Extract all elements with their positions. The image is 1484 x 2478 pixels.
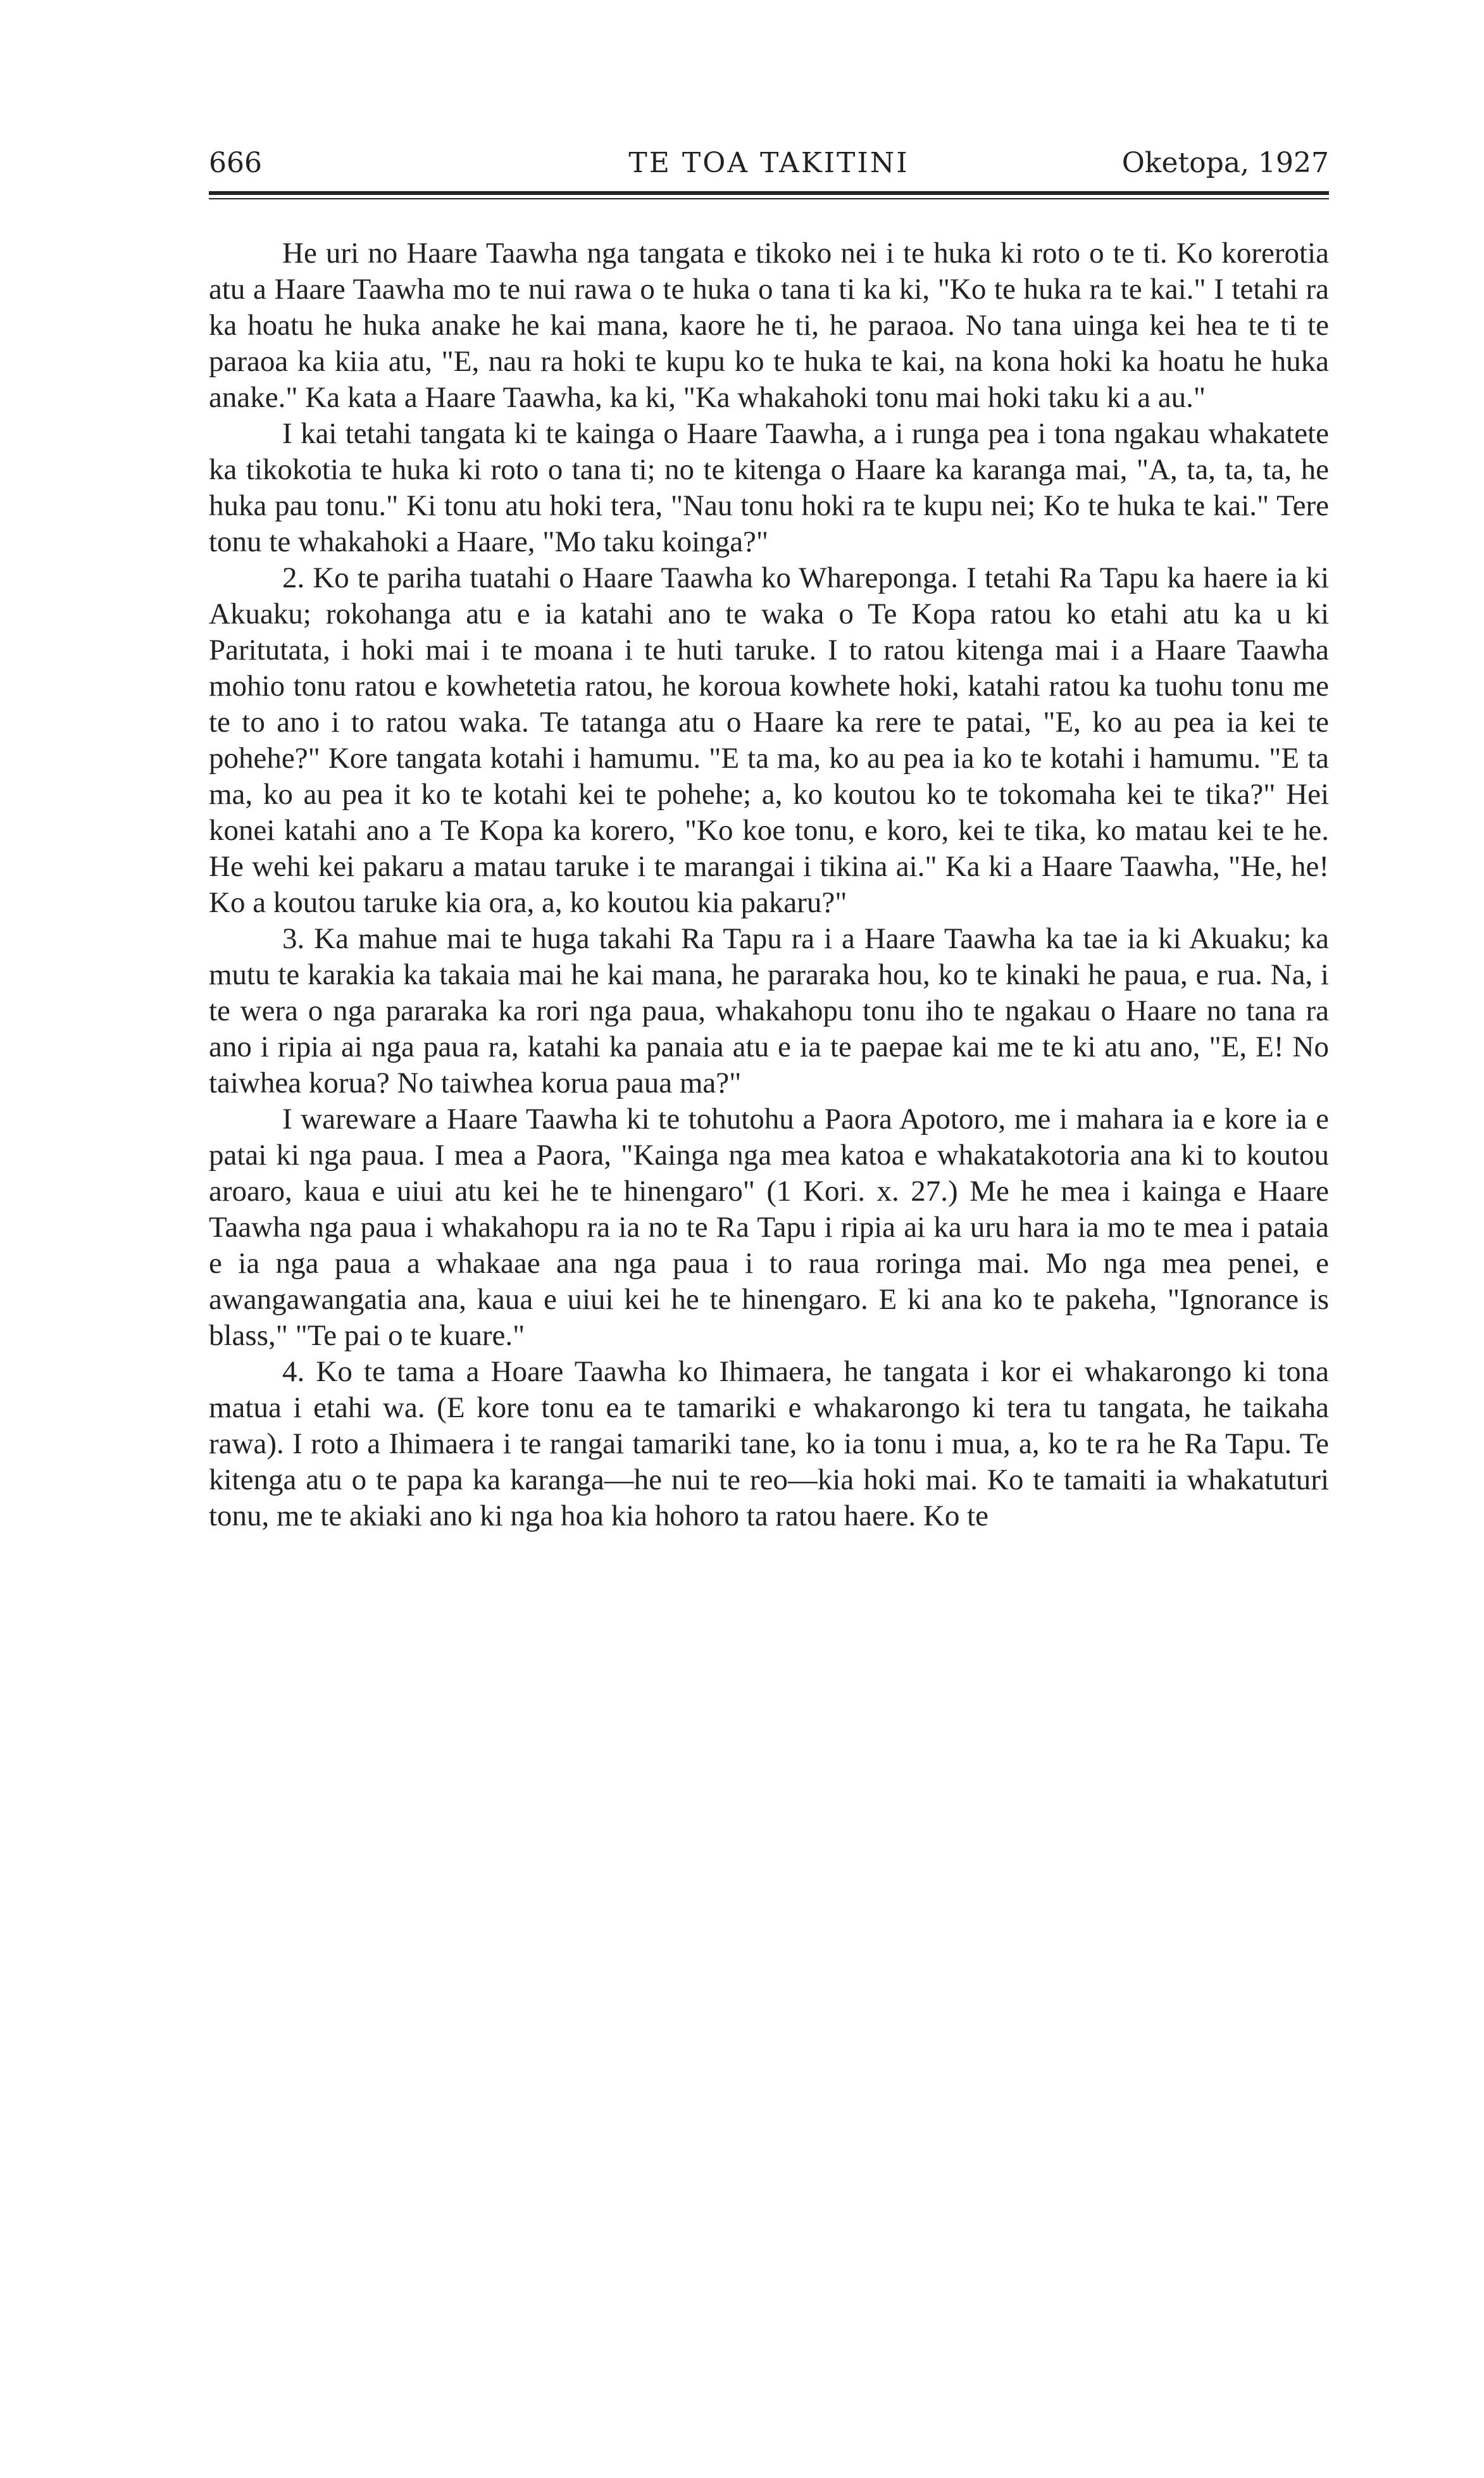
paragraph: 3. Ka mahue mai te huga takahi Ra Tapu ra i a Haare Taawha ka tae ia ki Akuaku; ka mutu te karakia ka takaia mai he kai mana, he pararaka hou, ko te kinaki he paua, e rua. Na, i te wera o nga pararaka ka rori nga paua, whakahopu tonu iho te ngakau o Haare no tana ra ano i ripia ai nga paua ra, katahi ka panaia atu e ia te paepae kai me te ki atu ano, "E, E! No taiwhea korua? No taiwhea korua paua ma?" [209, 922, 1329, 1099]
paragraph: I wareware a Haare Taawha ki te tohutohu a Paora Apotoro, me i mahara ia e kore ia e patai ki nga paua. I mea a Paora, "Kainga nga mea katoa e whakatakotoria ana ki to koutou aroaro, kaua e uiui atu kei he te hinengaro" (1 Kori. x. 27.) Me he mea i kainga e Haare Taawha nga paua i whakahopu ra ia no te Ra Tapu i ripia ai ka uru hara ia mo te mea i pataia e ia nga paua a whakaae ana nga paua i to raua roringa mai. Mo nga mea penei, e awangawangatia ana, kaua e uiui kei he te hinengaro. E ki ana ko te pakeha, "Ignorance is blass," "Te pai o te kuare." [209, 1103, 1329, 1352]
running-header [209, 144, 1329, 182]
issue-date: Oketopa, 1927 [1121, 147, 1329, 179]
journal-title: TE TOA TAKITINI [628, 147, 909, 179]
paragraph: 4. Ko te tama a Hoare Taawha ko Ihimaera, he tangata i kor ei whakarongo ki tona matua i etahi wa. (E kore tonu ea te tamariki e whakarongo ki tera tu tangata, he taikaha rawa). I roto a Ihimaera i te rangai tamariki tane, ko ia tonu i mua, a, ko te ra he Ra Tapu. Te kitenga atu o te papa ka karanga—he nui te reo—kia hoki mai. Ko te tamaiti ia whakatuturi tonu, me te akiaki ano ki nga hoa kia hohoro ta ratou haere. Ko te [209, 1355, 1329, 1532]
article-body [209, 235, 1329, 1534]
paragraph: 2. Ko te pariha tuatahi o Haare Taawha ko Wharepongа. I tetahi Ra Tapu ka haere ia ki Akuaku; rokohanga atu e ia katahi ano te waka o Te Kopa ratou ko etahi atu ka u ki Paritutata, i hoki mai i te moana i te huti taruke. I to ratou kitenga mai i a Haare Taawha mohio tonu ratou e kowhetetia ratou, he koroua kowhete hoki, katahi ratou ka tuohu tonu me te to ano i to ratou waka. Te tatanga atu o Haare ka rere te patai, "E, ko au pea ia kei te pohehe?" Kore tangata kotahi i hamumu. "E ta ma, ko au pea ia ko te kotahi i hamumu. "E ta ma, ko au pea it ko te kotahi kei te pohehe; a, ko koutou ko te tokomaha kei te tika?" Hei konei katahi ano a Te Kopa ka korero, "Ko koe tonu, e koro, kei te tika, ko matau kei te he. He wehi kei pakaru a matau taruke i te marangai i tikina ai." Ka ki a Haare Taawha, "He, he! Ko a koutou taruke kia ora, a, ko koutou kia pakaru?" [209, 561, 1329, 919]
page-number: 666 [209, 147, 262, 179]
paragraph: I kai tetahi tangata ki te kainga o Haare Taawha, a i runga pea i tona ngakau whakatete ka tikokotia te huka ki roto o tana ti; no te kitenga o Haare ka karanga mai, "A, ta, ta, ta, he huka pau tonu." Ki tonu atu hoki tera, "Nau tonu hoki ra te kupu nei; Ko te huka te kai." Tere tonu te whakahoki a Haare, "Mo taku koinga?" [209, 417, 1329, 558]
header-rule-thick [209, 191, 1329, 195]
paragraph: He uri no Haare Taawha nga tangata e tikoko nei i te huka ki roto o te ti. Ko korerotia atu a Haare Taawha mo te nui rawa o te huka o tana ti ka ki, "Ko te huka ra te kai." I tetahi ra ka hoatu he huka anake he kai mana, kaore he ti, he paraoa. No tana uinga kei hea te ti te paraoa ka kiia atu, "E, nau ra hoki te kupu ko te huka te kai, na kona hoki ka hoatu he huka anake." Ka kata a Haare Taawha, ka ki, "Ka whakahoki tonu mai hoki taku ki a au." [209, 237, 1329, 414]
header-rule-thin [209, 198, 1329, 199]
